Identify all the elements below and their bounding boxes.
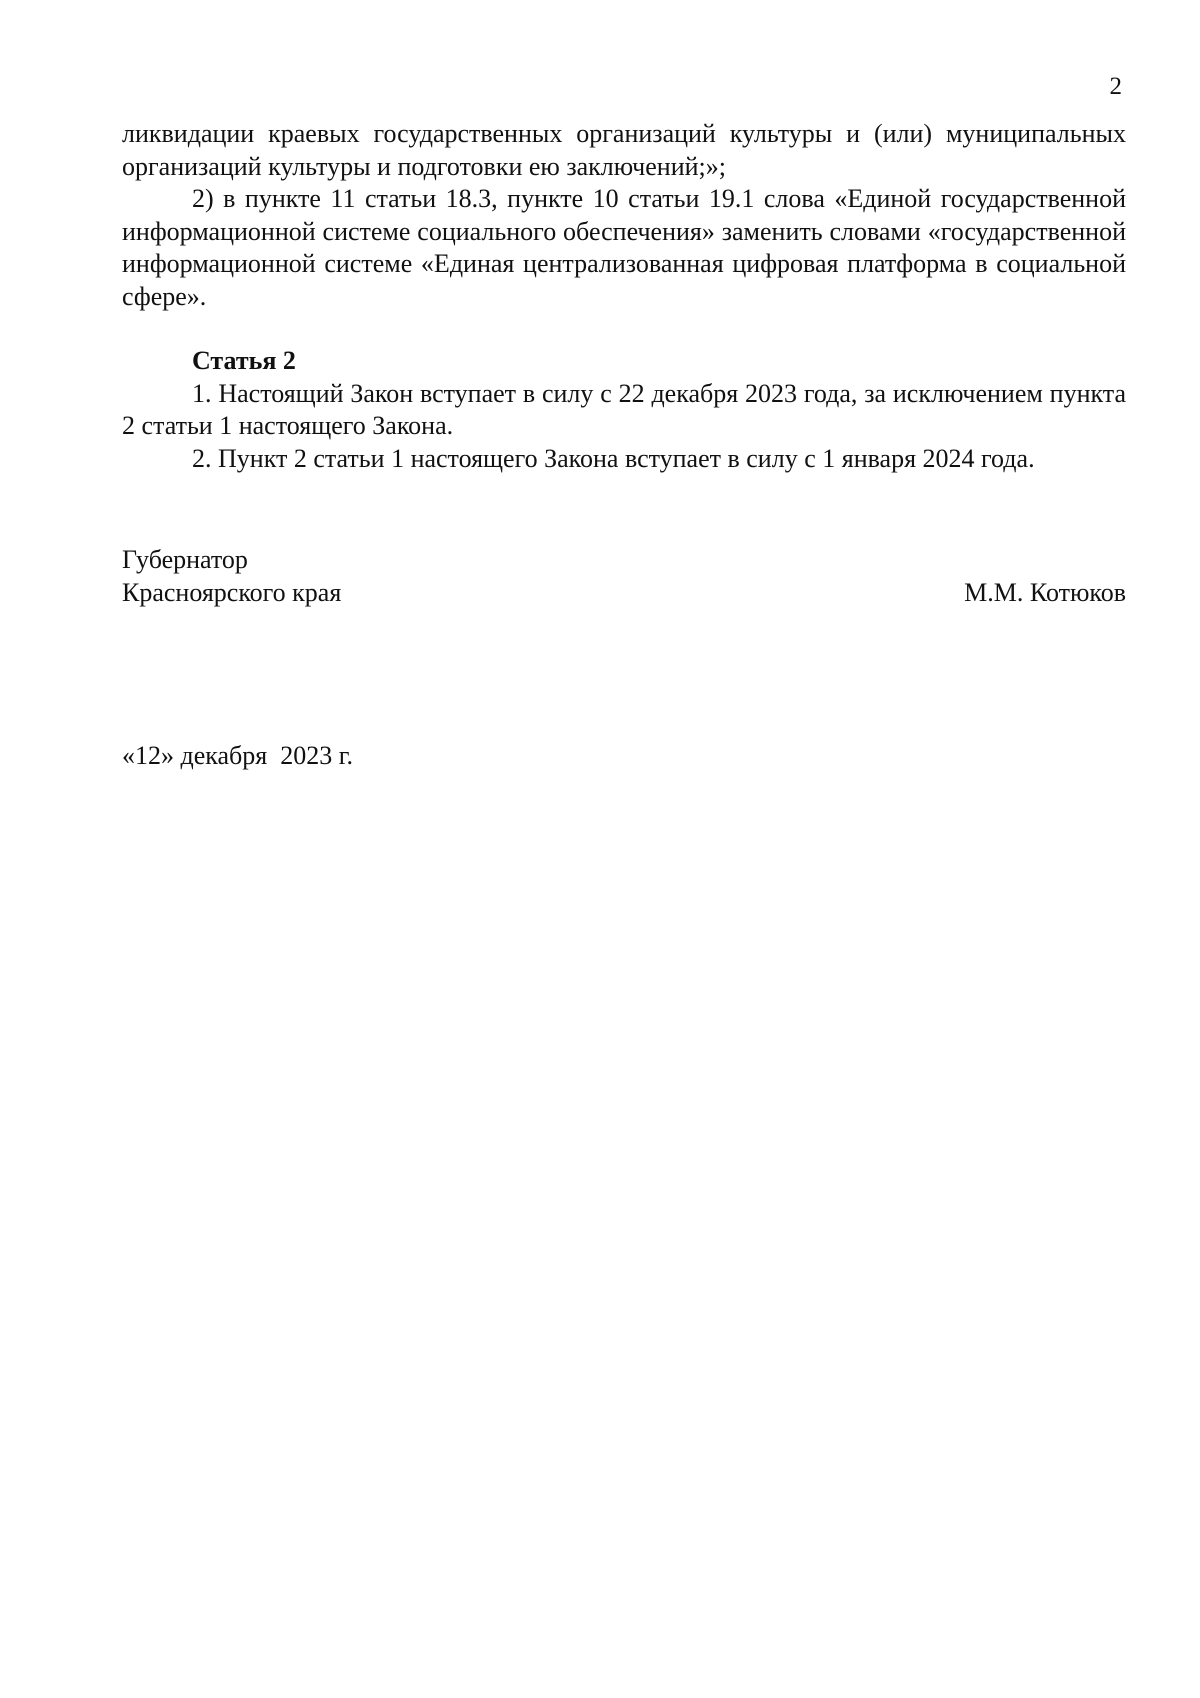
paragraph-continuation: ликвидации краевых государственных организаций культуры и (или) муниципальных организаций культуры и подготовки ею заключений;»; — [122, 119, 1126, 181]
signatory-title-line1: Губернатор — [122, 545, 248, 574]
document-body — [122, 118, 1126, 475]
article-heading: Статья 2 — [192, 346, 296, 375]
paragraph-article2-item2: 2. Пункт 2 статьи 1 настоящего Закона вступает в силу с 1 января 2024 года. — [192, 443, 1035, 473]
document-date: «12» декабря 2023 г. — [122, 741, 353, 770]
paragraph-item-2: 2) в пункте 11 статьи 18.3, пункте 10 статьи 19.1 слова «Единой государственной информационной системе социального обеспечения» заменить словами «государственной информационной системе «Единая централизованная цифровая платформа в социальной сфере». — [122, 184, 1126, 311]
paragraph-spacer — [122, 313, 1126, 345]
page-number: 2 — [1109, 73, 1122, 100]
paragraph-article2-item1: 1. Настоящий Закон вступает в силу с 22 декабря 2023 года, за исключением пункта 2 статьи 1 настоящего Закона. — [122, 378, 1126, 440]
signatory-name: М.М. Котюков — [964, 577, 1126, 607]
signature-block — [122, 544, 1126, 609]
signatory-title-line2: Красноярского края — [122, 577, 342, 607]
signatory-title — [122, 544, 341, 609]
